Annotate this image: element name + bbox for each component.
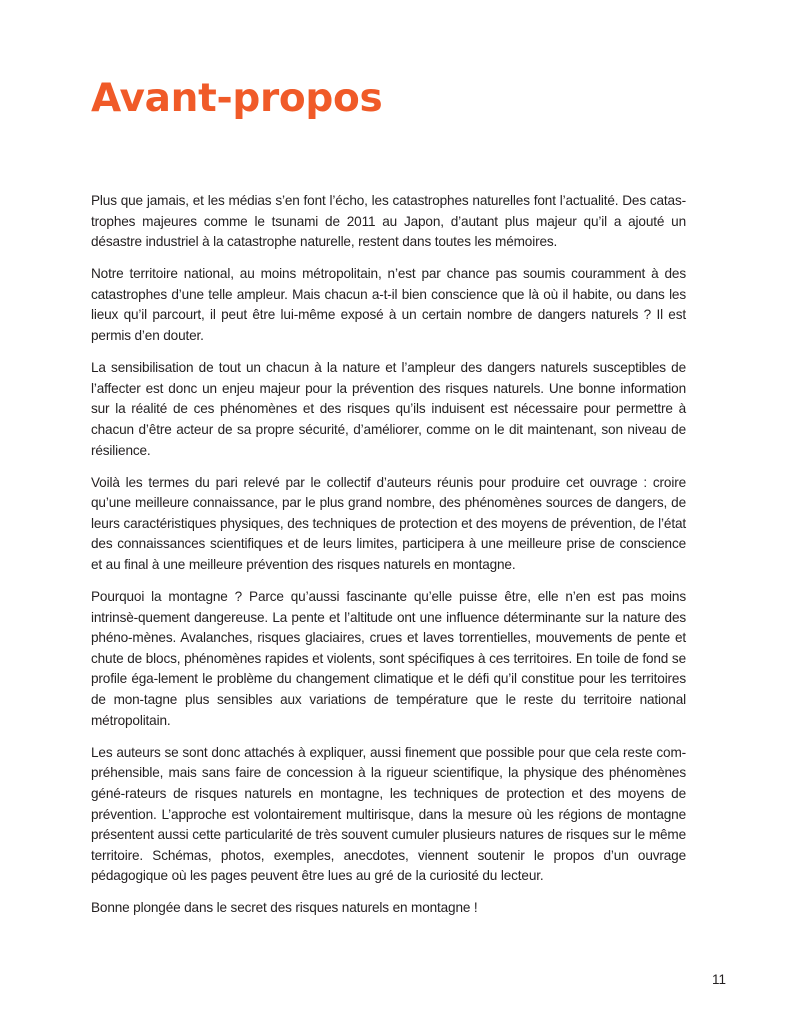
paragraph: Notre territoire national, au moins métropolitain, n’est par chance pas soumis couramment à des catastrophes d’une telle ampleur. Mais chacun a-t-il bien conscience que là où il habite, ou dans les lieux qu’il parcourt, il peut être lui-même exposé à un certain nombre de dangers naturels ? Il est permis d’en douter. <box>91 266 686 344</box>
paragraph-closing: Bonne plongée dans le secret des risques naturels en montagne ! <box>91 900 478 916</box>
page-number: 11 <box>711 972 726 987</box>
paragraph: Voilà les termes du pari relevé par le collectif d’auteurs réunis pour produire cet ouvrage : croire qu’une meilleure connaissance, par le plus grand nombre, des phénomènes sources de dangers, de leurs caractéristiques physiques, des techniques de protection et des moyens de prévention, de l’état des connaissances scientifiques et de leurs limites, participera à une meilleure prise de conscience et au final à une meilleure prévention des risques naturels en montagne. <box>91 474 686 572</box>
body-text <box>91 191 686 931</box>
page-title: Avant-propos <box>91 76 383 121</box>
paragraph: Pourquoi la montagne ? Parce qu’aussi fascinante qu’elle puisse être, elle n’en est pas moins intrinsè-quement dangereuse. La pente et l’altitude ont une influence déterminante sur la nature des phéno-mènes. Avalanches, risques glaciaires, crues et laves torrentielles, mouvements de pente et chute de blocs, phénomènes rapides et violents, sont spécifiques à ces territoires. En toile de fond se profile éga-lement le problème du changement climatique et le défi qu’il constitue pour les territoires de mon-tagne plus sensibles aux variations de température que le reste du territoire national métropolitain. <box>91 589 686 728</box>
paragraph: Les auteurs se sont donc attachés à expliquer, aussi finement que possible pour que cela reste com-préhensible, mais sans faire de concession à la rigueur scientifique, la physique des phénomènes géné-rateurs de risques naturels en montagne, les techniques de protection et des moyens de prévention. L’approche est volontairement multirisque, dans la mesure où les régions de montagne présentent aussi cette particularité de très souvent cumuler plusieurs natures de risques sur le même territoire. Schémas, photos, exemples, anecdotes, viennent soutenir le propos d’un ouvrage pédagogique où les pages peuvent être lues au gré de la curiosité du lecteur. <box>91 744 686 884</box>
paragraph: La sensibilisation de tout un chacun à la nature et l’ampleur des dangers naturels susceptibles de l’affecter est donc un enjeu majeur pour la prévention des risques naturels. Une bonne information sur la réalité de ces phénomènes et des risques qu’ils induisent est nécessaire pour permettre à chacun d’être acteur de sa propre sécurité, d’améliorer, comme on le dit maintenant, son niveau de résilience. <box>91 360 686 458</box>
paragraph: Plus que jamais, et les médias s’en font l’écho, les catastrophes naturelles font l’actualité. Des catas-trophes majeures comme le tsunami de 2011 au Japon, d’autant plus majeur qu’il a ajouté un désastre industriel à la catastrophe naturelle, restent dans toutes les mémoires. <box>91 193 686 250</box>
